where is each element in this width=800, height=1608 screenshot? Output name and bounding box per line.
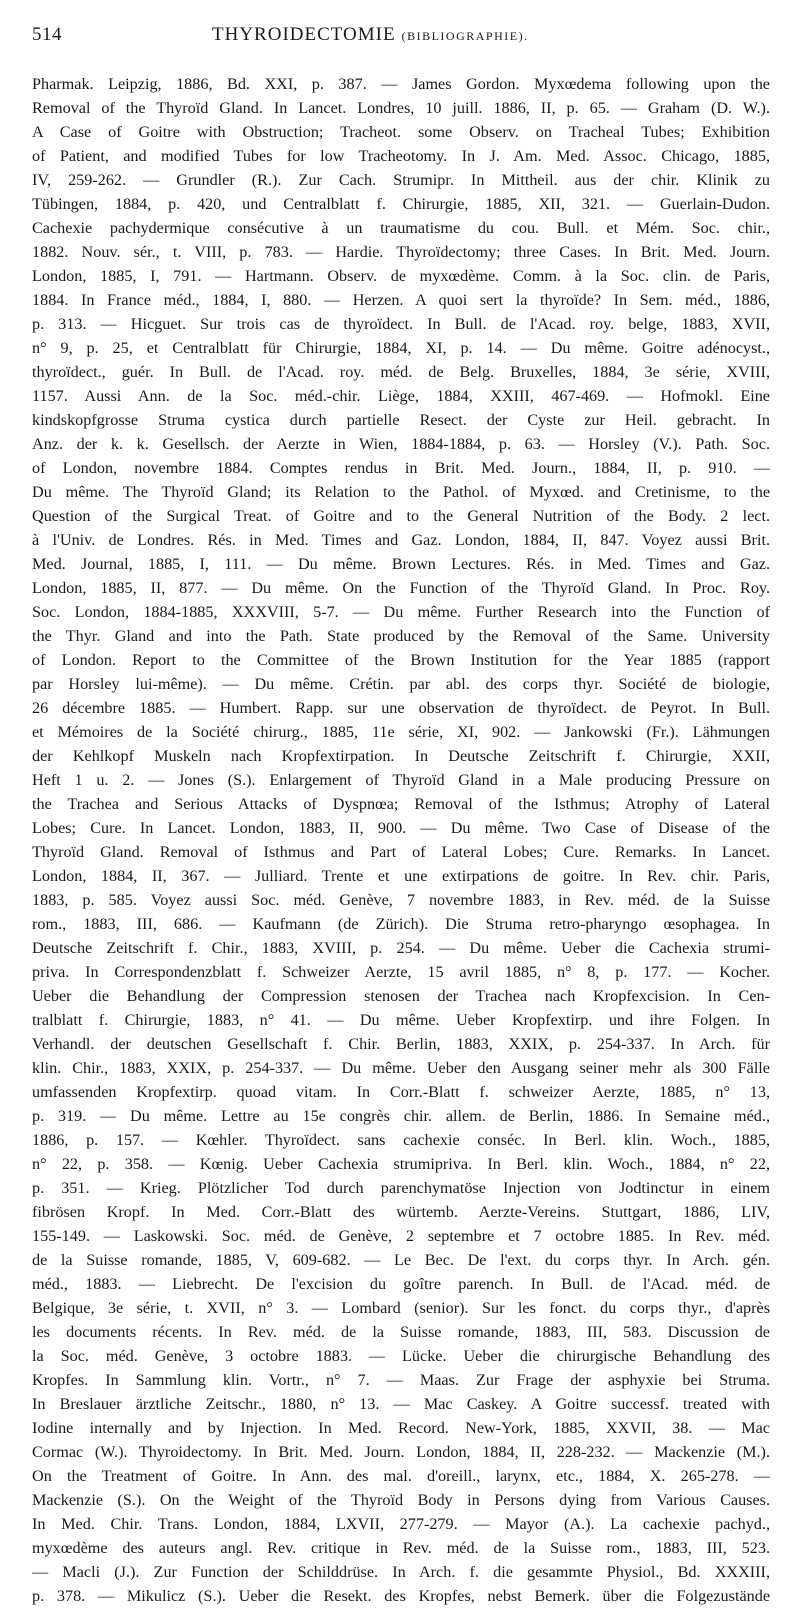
text-line: Soc. London, 1884-1885, XXXVIII, 5-7. — Du même. Further Research into the Function of	[32, 603, 770, 621]
text-line: p. 319. — Du même. Lettre au 15e congrès chir. allem. de Berlin, 1886. In Semaine méd.,	[32, 1107, 770, 1125]
text-line: Deutsche Zeitschrift f. Chir., 1883, XVIII, p. 254. — Du même. Ueber die Cachexia strumi-	[32, 939, 770, 957]
text-line: kindskopfgrosse Struma cystica durch partielle Resect. der Cyste zur Heil. gebracht. In	[32, 411, 770, 429]
text-line: Cachexie pachydermique consécutive à un traumatisme du cou. Bull. et Mém. Soc. chir.,	[32, 219, 770, 237]
text-line: umfassenden Kropfextirp. quoad vitam. In Corr.-Blatt f. schweizer Aerzte, 1885, n° 13,	[32, 1083, 770, 1101]
text-line: Anz. der k. k. Gesellsch. der Aerzte in Wien, 1884-1884, p. 63. — Horsley (V.). Path. Soc.	[32, 435, 770, 453]
text-line: Pharmak. Leipzig, 1886, Bd. XXI, p. 387. — James Gordon. Myxœdema following upon the	[32, 75, 770, 93]
text-line: Med. Journal, 1885, I, 111. — Du même. Brown Lectures. Rés. in Med. Times and Gaz.	[32, 555, 770, 573]
text-line: Mackenzie (S.). On the Weight of the Thyroïd Body in Persons dying from Various Causes.	[32, 1491, 770, 1509]
text-line: In Med. Chir. Trans. London, 1884, LXVII, 277-279. — Mayor (A.). La cachexie pachyd.,	[32, 1515, 770, 1533]
text-line: myxœdème des auteurs angl. Rev. critique in Rev. méd. de la Suisse rom., 1883, III, 523.	[32, 1539, 770, 1557]
text-line: klin. Chir., 1883, XXIX, p. 254-337. — Du même. Ueber den Ausgang seiner mehr als 300 Fälle	[32, 1059, 770, 1077]
text-line: fibrösen Kropf. In Med. Corr.-Blatt des würtemb. Aerzte-Vereins. Stuttgart, 1886, LIV,	[32, 1203, 770, 1221]
text-line: the Thyr. Gland and into the Path. State produced by the Removal of the Same. University	[32, 627, 770, 645]
text-line: à l'Univ. de Londres. Rés. in Med. Times and Gaz. London, 1884, II, 847. Voyez aussi Brit.	[32, 531, 770, 549]
text-line: 1882. Nouv. sér., t. VIII, p. 783. — Hardie. Thyroïdectomy; three Cases. In Brit. Med. Journ.	[32, 243, 770, 261]
text-line: n° 9, p. 25, et Centralblatt für Chirurgie, 1884, XI, p. 14. — Du même. Goitre adénocyst.,	[32, 339, 770, 357]
text-line: Kropfes. In Sammlung klin. Vortr., n° 7. — Maas. Zur Frage der asphyxie bei Struma.	[32, 1371, 770, 1389]
text-line: In Breslauer ärztliche Zeitschr., 1880, n° 13. — Mac Caskey. A Goitre successf. treated with	[32, 1395, 770, 1413]
running-head: THYROIDECTOMIE	[212, 24, 396, 45]
text-line: la Soc. méd. Genève, 3 octobre 1883. — Lücke. Ueber die chirurgische Behandlung des	[32, 1347, 770, 1365]
text-line: London, 1885, I, 791. — Hartmann. Observ. de myxœdème. Comm. à la Soc. clin. de Paris,	[32, 267, 770, 285]
text-line: London, 1885, II, 877. — Du même. On the Function of the Thyroïd Gland. In Proc. Roy.	[32, 579, 770, 597]
text-line: thyroïdect., guér. In Bull. de l'Acad. roy. méd. de Belg. Bruxelles, 1884, 3e série, XVIII,	[32, 363, 770, 381]
text-line: Ueber die Behandlung der Compression stenosen der Trachea nach Kropfexcision. In Cen-	[32, 987, 770, 1005]
text-line: p. 351. — Krieg. Plötzlicher Tod durch parenchymatöse Injection von Jodtinctur in einem	[32, 1179, 770, 1197]
text-line: 1886, p. 157. — Kœhler. Thyroïdect. sans cachexie conséc. In Berl. klin. Woch., 1885,	[32, 1131, 770, 1149]
text-line: méd., 1883. — Liebrecht. De l'excision du goître parench. In Bull. de l'Acad. méd. de	[32, 1275, 770, 1293]
text-line: Verhandl. der deutschen Gesellschaft f. Chir. Berlin, 1883, XXIX, p. 254-337. In Arch. für	[32, 1035, 770, 1053]
text-line: 1157. Aussi Ann. de la Soc. méd.-chir. Liège, 1884, XXIII, 467-469. — Hofmokl. Eine	[32, 387, 770, 405]
text-line: Cormac (W.). Thyroidectomy. In Brit. Med. Journ. London, 1884, II, 228-232. — Mackenzie (M.).	[32, 1443, 770, 1461]
text-line: On the Treatment of Goitre. In Ann. des mal. d'oreill., larynx, etc., 1884, X. 265-278. —	[32, 1467, 770, 1485]
running-head-subtitle: (BIBLIOGRAPHIE).	[401, 29, 529, 43]
text-line: n° 22, p. 358. — Kœnig. Ueber Cachexia strumipriva. In Berl. klin. Woch., 1884, n° 22,	[32, 1155, 770, 1173]
text-line: par Horsley lui-même). — Du même. Crétin. par abl. des corps thyr. Société de biologie,	[32, 675, 770, 693]
text-line: et Mémoires de la Société chirurg., 1885, 11e série, XI, 902. — Jankowski (Fr.). Lähmungen	[32, 723, 770, 741]
text-line: of Patient, and modified Tubes for low Tracheotomy. In J. Am. Med. Assoc. Chicago, 1885,	[32, 147, 770, 165]
text-line: les documents récents. In Rev. méd. de la Suisse romande, 1883, III, 583. Discussion de	[32, 1323, 770, 1341]
text-line: Belgique, 3e série, t. XVII, n° 3. — Lombard (senior). Sur les fonct. du corps thyr., d'après	[32, 1299, 770, 1317]
text-line: 1883, p. 585. Voyez aussi Soc. méd. Genève, 7 novembre 1883, in Rev. méd. de la Suisse	[32, 891, 770, 909]
text-line: Thyroïd Gland. Removal of Isthmus and Part of Lateral Lobes; Cure. Remarks. In Lancet.	[32, 843, 770, 861]
text-line: der Kehlkopf Muskeln nach Kropfextirpation. In Deutsche Zeitschrift f. Chirurgie, XXII,	[32, 747, 770, 765]
text-line: Du même. The Thyroïd Gland; its Relation to the Pathol. of Myxœd. and Cretinisme, to the	[32, 483, 770, 501]
text-line: Tübingen, 1884, p. 420, und Centralblatt f. Chirurgie, 1885, XII, 321. — Guerlain-Dudon.	[32, 195, 770, 213]
text-line: priva. In Correspondenzblatt f. Schweizer Aerzte, 15 avril 1885, n° 8, p. 177. — Kocher.	[32, 963, 770, 981]
bibliography-text	[32, 72, 770, 1608]
page-header	[32, 24, 770, 60]
text-line: rom., 1883, III, 686. — Kaufmann (de Zürich). Die Struma retro-pharyngo œsophagea. In	[32, 915, 770, 933]
text-line: A Case of Goitre with Obstruction; Tracheot. some Observ. on Tracheal Tubes; Exhibition	[32, 123, 770, 141]
text-line: 1884. In France méd., 1884, I, 880. — Herzen. A quoi sert la thyroïde? In Sem. méd., 1886,	[32, 291, 770, 309]
text-line: tralblatt f. Chirurgie, 1883, n° 41. — Du même. Ueber Kropfextirp. und ihre Folgen. In	[32, 1011, 770, 1029]
text-line: Question of the Surgical Treat. of Goitre and to the General Nutrition of the Body. 2 lect.	[32, 507, 770, 525]
text-line: Iodine internally and by Injection. In Med. Record. New-York, 1885, XXVII, 38. — Mac	[32, 1419, 770, 1437]
text-line: 155-149. — Laskowski. Soc. méd. de Genève, 2 septembre et 7 octobre 1885. In Rev. méd.	[32, 1227, 770, 1245]
text-line: Lobes; Cure. In Lancet. London, 1883, II, 900. — Du même. Two Case of Disease of the	[32, 819, 770, 837]
text-line: p. 313. — Hicguet. Sur trois cas de thyroïdect. In Bull. de l'Acad. roy. belge, 1883, XVII,	[32, 315, 770, 333]
text-line: of London, novembre 1884. Comptes rendus in Brit. Med. Journ., 1884, II, p. 910. —	[32, 459, 770, 477]
page-number: 514	[32, 24, 62, 45]
text-line: London, 1884, II, 367. — Julliard. Trente et une extirpations de goitre. In Rev. chir. Paris,	[32, 867, 770, 885]
text-line: of London. Report to the Committee of the Brown Institution for the Year 1885 (rapport	[32, 651, 770, 669]
text-line: Heft 1 u. 2. — Jones (S.). Enlargement of Thyroïd Gland in a Male producing Pressure on	[32, 771, 770, 789]
text-line: — Macli (J.). Zur Function der Schilddrüse. In Arch. f. die gesammte Physiol., Bd. XXXIII,	[32, 1563, 770, 1581]
text-line: 26 décembre 1885. — Humbert. Rapp. sur une observation de thyroïdect. de Peyrot. In Bull.	[32, 699, 770, 717]
text-line: de la Suisse romande, 1885, V, 609-682. — Le Bec. De l'ext. du corps thyr. In Arch. gén.	[32, 1251, 770, 1269]
text-line: Removal of the Thyroïd Gland. In Lancet. Londres, 10 juill. 1886, II, p. 65. — Graham (D. W.).	[32, 99, 770, 117]
text-line: p. 378. — Mikulicz (S.). Ueber die Resekt. des Kropfes, nebst Bemerk. über die Folgezustände	[32, 1587, 770, 1605]
text-line: IV, 259-262. — Grundler (R.). Zur Cach. Strumipr. In Mittheil. aus der chir. Klinik zu	[32, 171, 770, 189]
text-line: the Trachea and Serious Attacks of Dyspnœa; Removal of the Isthmus; Atrophy of Lateral	[32, 795, 770, 813]
